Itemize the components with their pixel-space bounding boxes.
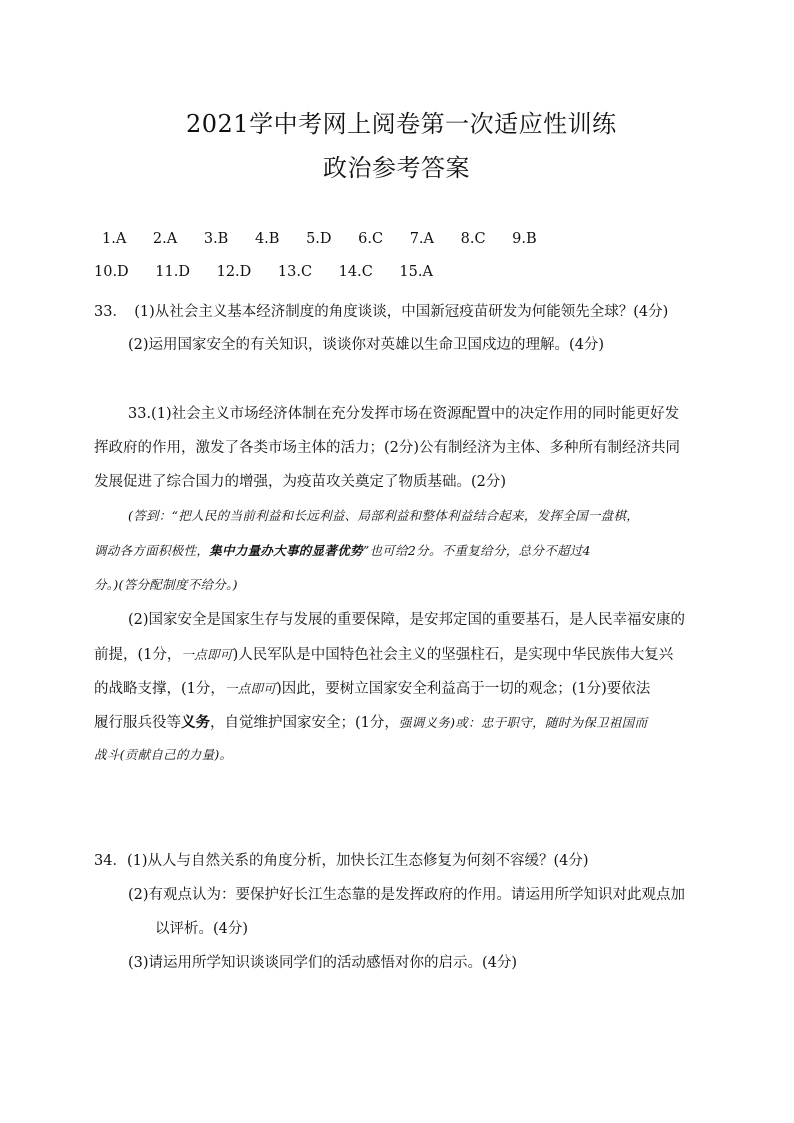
q33-answer-2-line-2 (94, 643, 673, 664)
mc-answers-row-1 (102, 231, 559, 247)
note-text: ”也可给2分。不重复给分，总分不超过4 (362, 543, 591, 558)
mc-answer: 14.C (338, 264, 373, 280)
q34-stem-2-line-2: 以评析。(4分) (155, 921, 249, 937)
answer-note: 强调义务)或：忠于职守，随时为保卫祖国而 (398, 715, 648, 730)
q33-answer-2-line-3 (94, 677, 650, 698)
q33-answer-1-line-2: 挥政府的作用，激发了各类市场主体的活力；(2分)公有制经济为主体、多种所有制经济共同 (94, 440, 681, 456)
q34-stem-1: 34．(1)从人与自然关系的角度分析，加快长江生态修复为何刻不容缓？(4分) (94, 853, 589, 869)
mc-answer: 15.A (399, 264, 433, 280)
mc-answers-row-2 (94, 264, 455, 280)
mc-answer: 9.B (512, 231, 537, 247)
answer-text: 前提，(1分， (94, 647, 182, 663)
answer-text: )因此，要树立国家安全利益高于一切的观念；(1分)要依法 (276, 681, 651, 697)
mc-answer: 11.D (155, 264, 190, 280)
answer-text: 的战略支撑，(1分， (94, 681, 225, 697)
page-title: 2021学中考网上阅卷第一次适应性训练 (186, 110, 617, 138)
q33-answer-2-line-4 (94, 711, 647, 732)
mc-answer: 1.A (102, 231, 127, 247)
note-text: 调动各方面积极性， (94, 543, 210, 558)
q33-answer-1-line-1: 33.(1)社会主义市场经济体制在充分发挥市场在资源配置中的决定作用的同时能更好发 (128, 406, 680, 422)
q34-stem-3: (3)请运用所学知识谈谈同学们的活动感悟对你的启示。(4分) (128, 955, 518, 971)
q33-stem-2: (2)运用国家安全的有关知识，谈谈你对英雄以生命卫国戍边的理解。(4分) (128, 337, 605, 353)
mc-answer: 10.D (94, 264, 129, 280)
mc-answer: 7.A (409, 231, 434, 247)
answer-note: 一点即可 (181, 647, 233, 662)
answer-note: 一点即可 (224, 681, 277, 696)
mc-answer: 5.D (306, 231, 332, 247)
q34-stem-2-line-1: (2)有观点认为：要保护好长江生态靠的是发挥政府的作用。请运用所学知识对此观点加 (128, 887, 686, 903)
note-emphasis: 集中力量办大事的显著优势 (209, 543, 363, 558)
q33-answer-2-line-1: (2)国家安全是国家生存与发展的重要保障，是安邦定国的重要基石，是人民幸福安康的 (128, 612, 686, 628)
mc-answer: 12.D (216, 264, 252, 280)
q33-stem-1: 33． (1)从社会主义基本经济制度的角度谈谈，中国新冠疫苗研发为何能领先全球？(4分) (94, 304, 669, 320)
q33-note-line-3: 分。)(答分配制度不给分。) (94, 577, 238, 592)
answer-emphasis: 义务 (181, 714, 210, 731)
mc-answer: 6.C (358, 231, 384, 247)
mc-answer: 2.A (152, 231, 178, 247)
mc-answer: 13.C (277, 264, 313, 280)
answer-text: )人民军队是中国特色社会主义的坚强柱石，是实现中华民族伟大复兴 (232, 647, 674, 663)
page-subtitle: 政治参考答案 (323, 154, 470, 182)
answer-text: ，自觉维护国家安全；(1分， (210, 715, 399, 731)
mc-answer: 4.B (254, 231, 280, 247)
mc-answer: 3.B (203, 231, 229, 247)
answer-text: 履行服兵役等 (94, 715, 181, 731)
q33-note-line-2 (94, 541, 591, 559)
q33-answer-2-line-5: 战斗(贡献自己的力量)。 (94, 747, 233, 762)
q33-note-line-1: (答到：“把人民的当前利益和长远利益、局部利益和整体利益结合起来，发挥全国一盘棋， (128, 508, 640, 523)
q33-answer-1-line-3: 发展促进了综合国力的增强，为疫苗攻关奠定了物质基础。(2分) (94, 474, 507, 490)
mc-answer: 8.C (460, 231, 486, 247)
